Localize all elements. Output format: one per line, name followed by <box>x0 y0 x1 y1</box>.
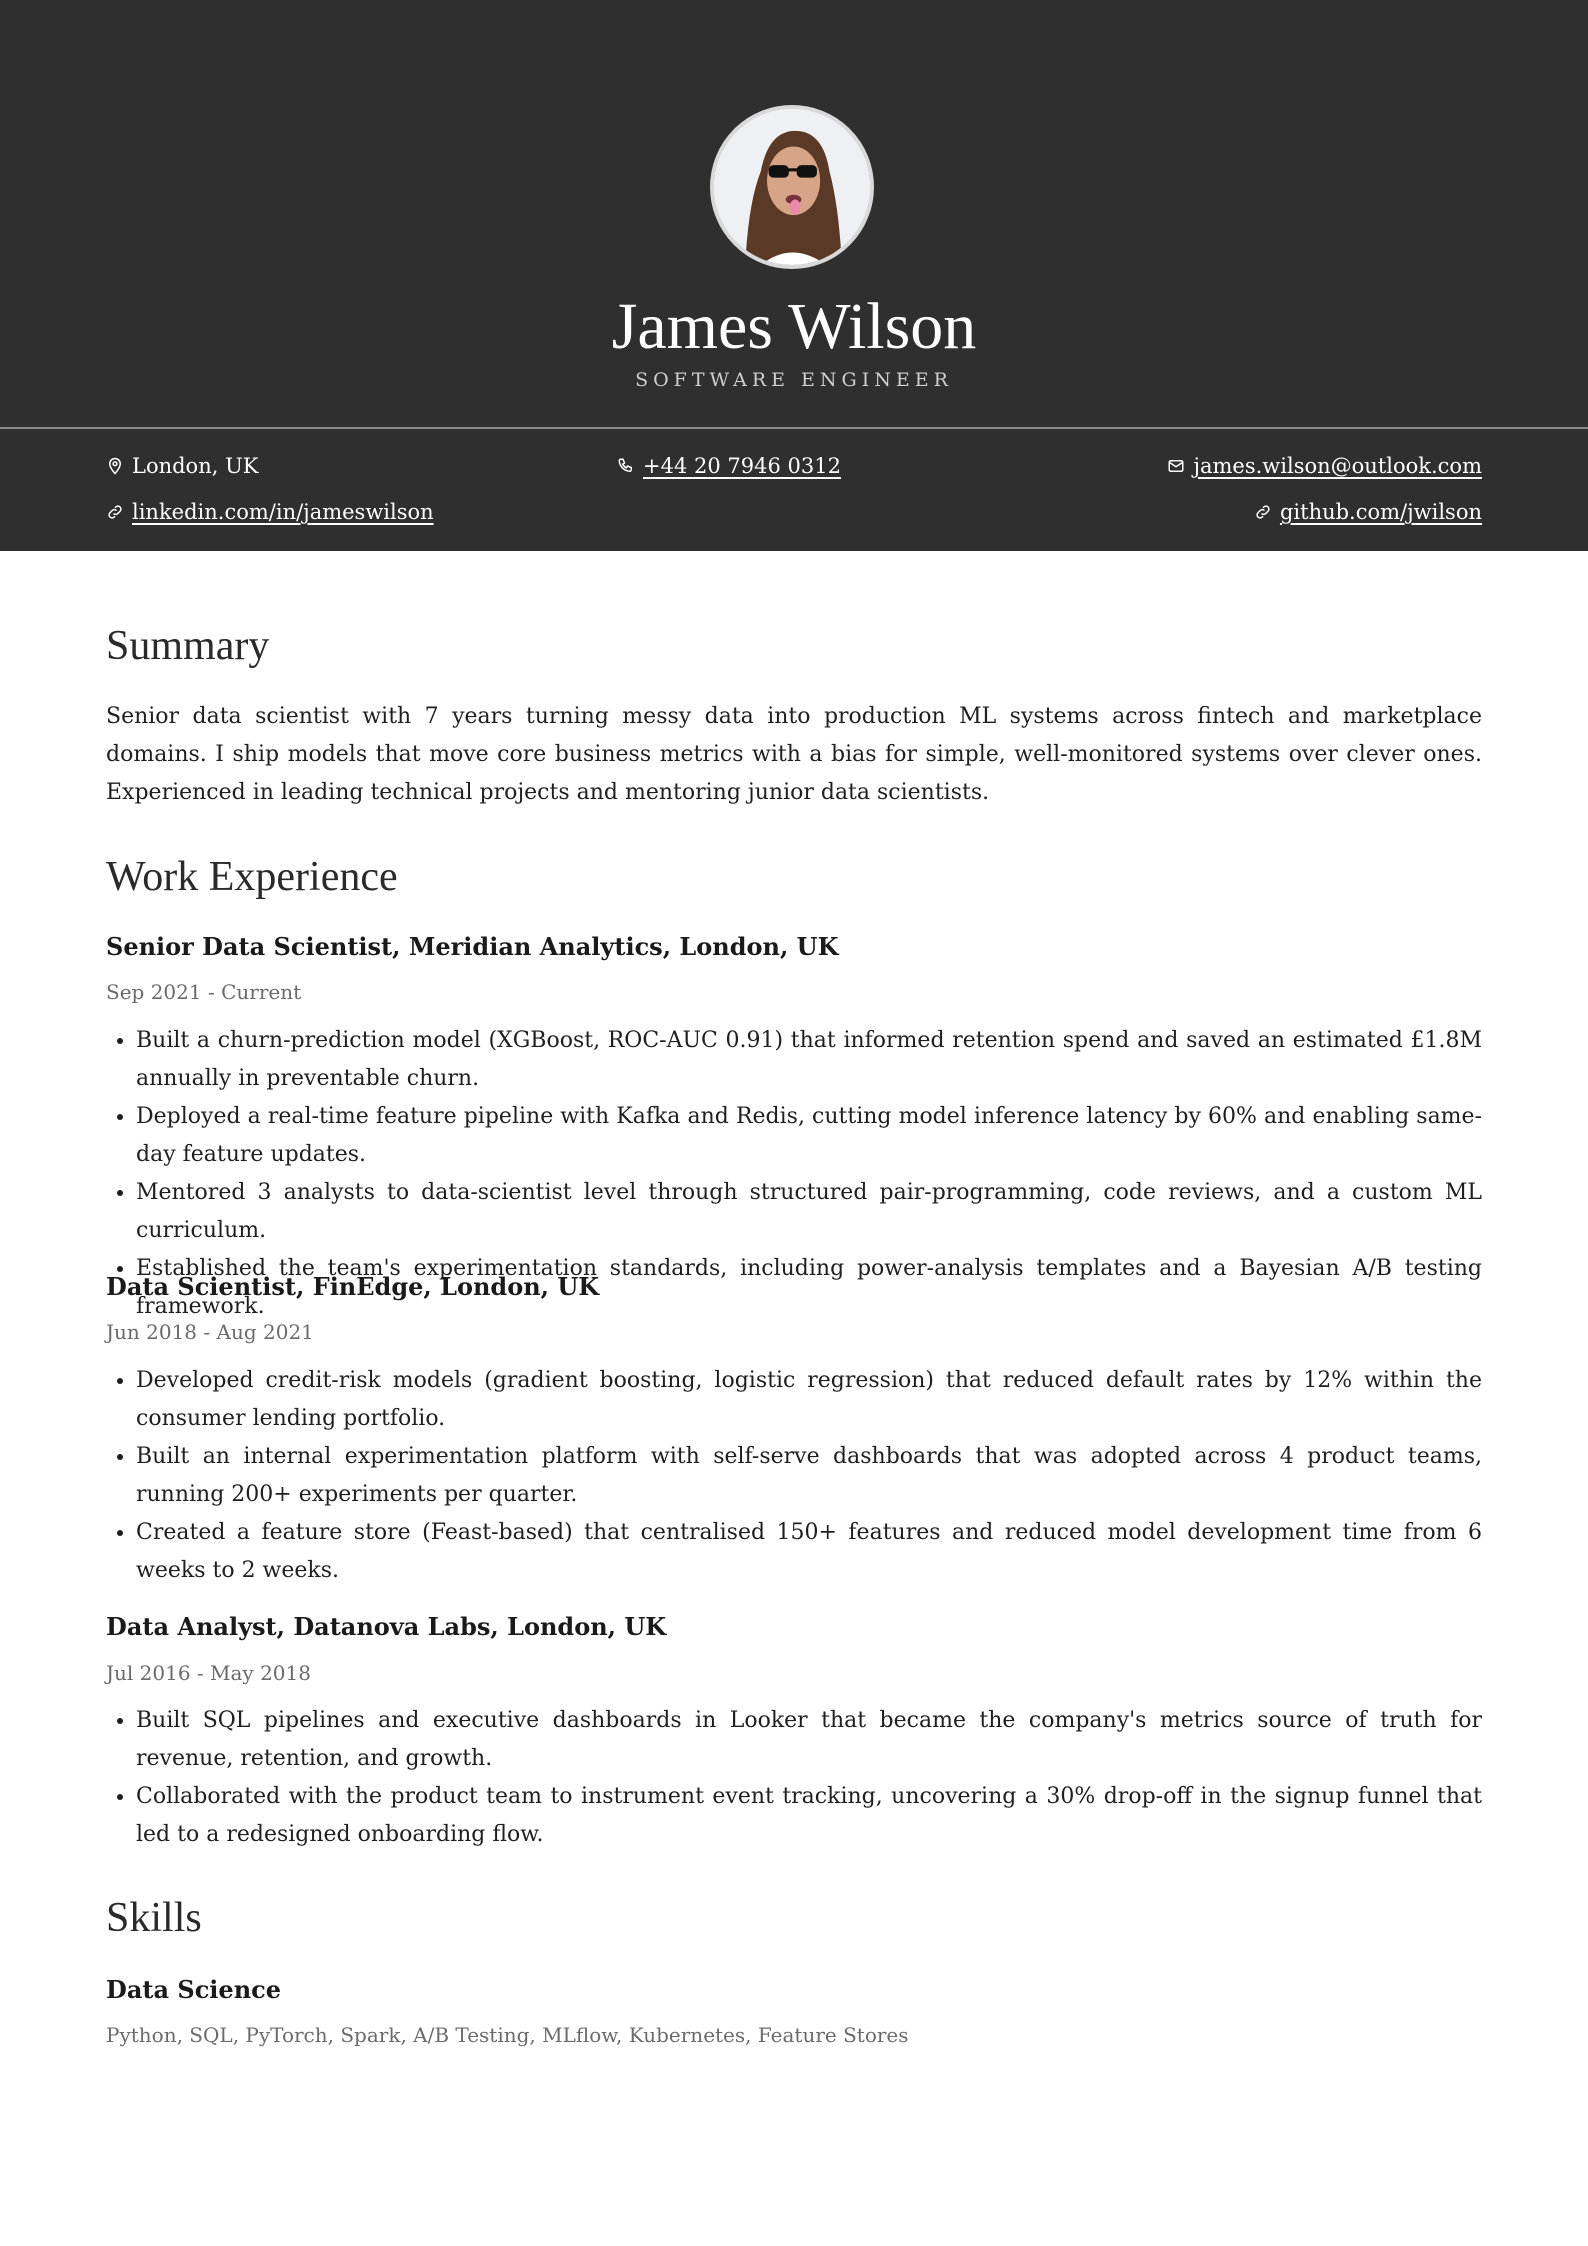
summary-heading: Summary <box>106 623 270 669</box>
list-item: • Built SQL pipelines and executive dashboards in Looker that became the company's metrics source of truth for revenue, retention, and growth. <box>136 1702 1482 1778</box>
job-bullets <box>106 1362 1482 1590</box>
resume-header <box>0 0 1588 551</box>
job-dates: Sep 2021 - Current <box>106 980 302 1004</box>
skill-list: Python, SQL, PyTorch, Spark, A/B Testing, MLflow, Kubernetes, Feature Stores <box>106 2023 909 2047</box>
job-title: Senior Data Scientist, Meridian Analytics, London, UK <box>106 932 839 961</box>
contact-linkedin[interactable] <box>106 497 434 527</box>
phone-link[interactable]: +44 20 7946 0312 <box>643 454 841 478</box>
list-item: • Established the team's experimentation standards, including power-analysis templates and a Bayesian A/B testing framework. <box>136 1250 1482 1326</box>
location-text: London, UK <box>132 454 259 478</box>
job-dates: Jul 2016 - May 2018 <box>106 1661 311 1685</box>
contact-github[interactable] <box>1254 497 1482 527</box>
map-pin-icon <box>106 457 124 475</box>
skills-heading: Skills <box>106 1895 202 1941</box>
list-item: • Deployed a real-time feature pipeline with Kafka and Redis, cutting model inference latency by 60% and enabling same-day feature updates. <box>136 1098 1482 1174</box>
contact-phone[interactable] <box>617 451 841 481</box>
summary-text: Senior data scientist with 7 years turning messy data into production ML systems across fintech and marketplace domains. I ship models that move core business metrics with a bias for simple, well-monitored systems over clever ones. Experienced in leading technical projects and mentoring junior data scientists. <box>106 704 1482 805</box>
candidate-role: SOFTWARE ENGINEER <box>635 369 953 391</box>
job-dates: Jun 2018 - Aug 2021 <box>106 1320 314 1344</box>
link-icon <box>1254 503 1272 521</box>
mail-icon <box>1167 457 1185 475</box>
profile-photo <box>710 105 874 269</box>
candidate-name: James Wilson <box>611 290 977 363</box>
experience-heading: Work Experience <box>106 854 398 900</box>
skill-group-name: Data Science <box>106 1975 282 2004</box>
list-item: • Mentored 3 analysts to data-scientist level through structured pair-programming, code reviews, and a custom ML curriculum. <box>136 1174 1482 1250</box>
list-item: • Developed credit-risk models (gradient boosting, logistic regression) that reduced default rates by 12% within the consumer lending portfolio. <box>136 1362 1482 1438</box>
profile-photo-illustration <box>714 109 870 265</box>
github-link[interactable]: github.com/jwilson <box>1279 500 1482 524</box>
contact-email[interactable] <box>1167 451 1482 481</box>
job-title: Data Scientist, FinEdge, London, UK <box>106 1272 600 1301</box>
contact-location <box>106 451 258 481</box>
list-item: • Built an internal experimentation platform with self-serve dashboards that was adopted across 4 product teams, running 200+ experiments per quarter. <box>136 1438 1482 1514</box>
job-bullets <box>106 1702 1482 1854</box>
list-item: • Built a churn-prediction model (XGBoost, ROC-AUC 0.91) that informed retention spend and saved an estimated £1.8M annually in preventable churn. <box>136 1022 1482 1098</box>
phone-icon <box>617 457 635 475</box>
list-item: • Collaborated with the product team to instrument event tracking, uncovering a 30% drop-off in the signup funnel that led to a redesigned onboarding flow. <box>136 1778 1482 1854</box>
link-icon <box>106 503 124 521</box>
list-item: • Created a feature store (Feast-based) that centralised 150+ features and reduced model development time from 6 weeks to 2 weeks. <box>136 1514 1482 1590</box>
linkedin-link[interactable]: linkedin.com/in/jameswilson <box>132 500 434 524</box>
email-link[interactable]: james.wilson@outlook.com <box>1193 454 1482 478</box>
header-divider <box>0 427 1588 429</box>
job-title: Data Analyst, Datanova Labs, London, UK <box>106 1612 667 1641</box>
